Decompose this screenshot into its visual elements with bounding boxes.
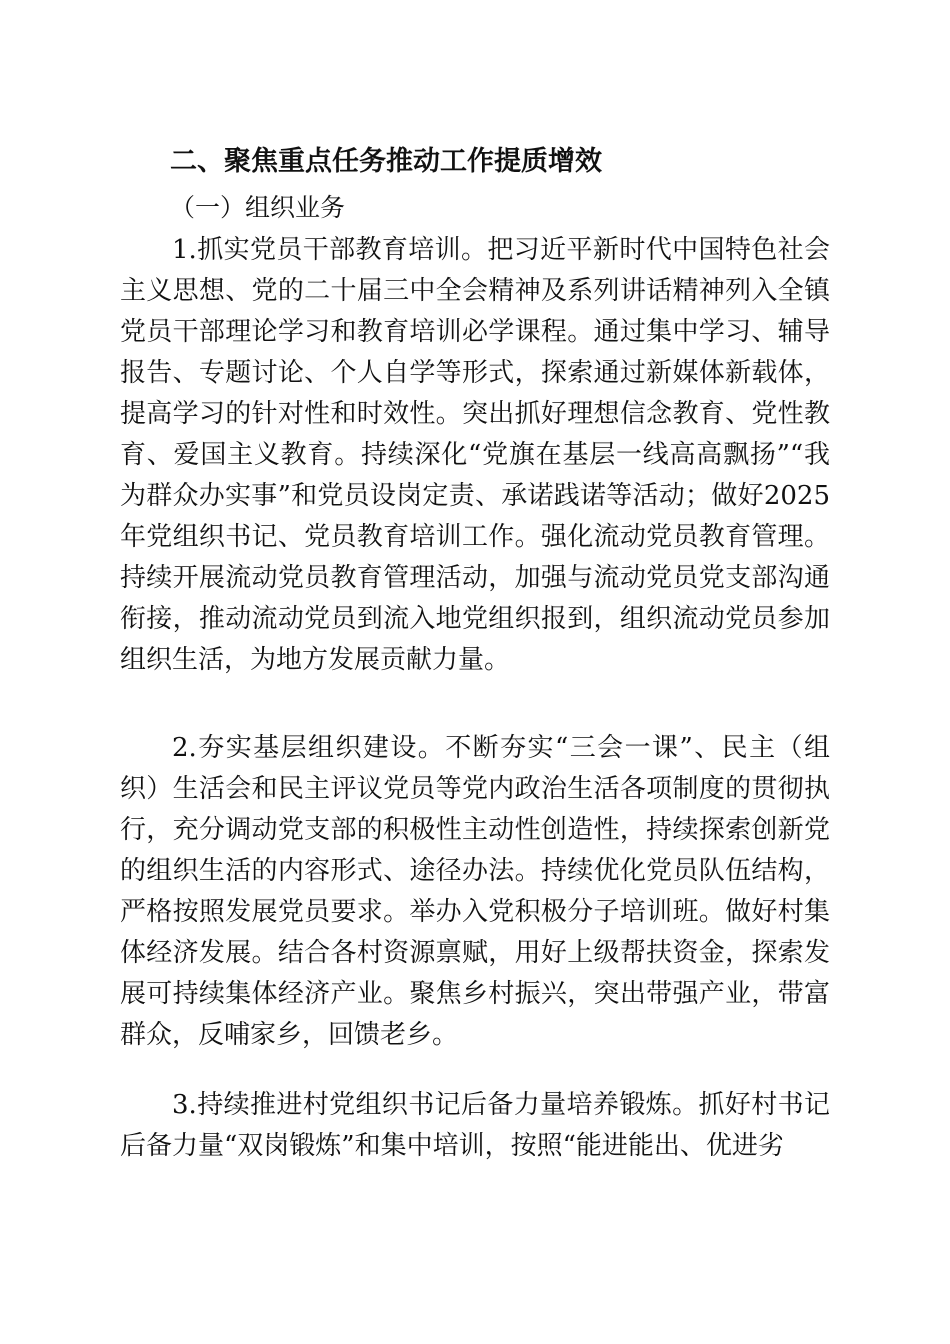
paragraph-grassroots-organization: 2.夯实基层组织建设。不断夯实“三会一课”、民主（组织）生活会和民主评议党员等党内政治生活各项制度的贯彻执行，充分调动党支部的积极性主动性创造性，持续探索创新党的组织生活的内容形式、途径办法。持续优化党员队伍结构，严格按照发展党员要求。举办入党积极分子培训班。做好村集体经济发展。结合各村资源禀赋，用好上级帮扶资金，探索发展可持续集体经济产业。聚焦乡村振兴，突出带强产业，带富群众，反哺家乡，回馈老乡。 xyxy=(120,733,830,1050)
paragraph-education-training: 1.抓实党员干部教育培训。把习近平新时代中国特色社会主义思想、党的二十届三中全会精神及系列讲话精神列入全镇党员干部理论学习和教育培训必学课程。通过集中学习、辅导报告、专题讨论、个人自学等形式，探索通过新媒体新载体，提高学习的针对性和时效性。突出抓好理想信念教育、党性教育、爱国主义教育。持续深化“党旗在基层一线高高飘扬”“我为群众办实事”和党员设岗定责、承诺践诺等活动；做好2025年党组织书记、党员教育培训工作。强化流动党员教育管理。持续开展流动党员教育管理活动，加强与流动党员党支部沟通衔接，推动流动党员到流入地党组织报到，组织流动党员参加组织生活，为地方发展贡献力量。 xyxy=(120,235,830,675)
paragraph-reserve-cultivation: 3.持续推进村党组织书记后备力量培养锻炼。抓好村书记后备力量“双岗锻炼”和集中培训，按照“能进能出、优进劣 xyxy=(120,1090,830,1161)
section-heading: 二、聚焦重点任务推动工作提质增效 xyxy=(170,146,602,177)
subsection-heading: （一）组织业务 xyxy=(170,193,346,222)
